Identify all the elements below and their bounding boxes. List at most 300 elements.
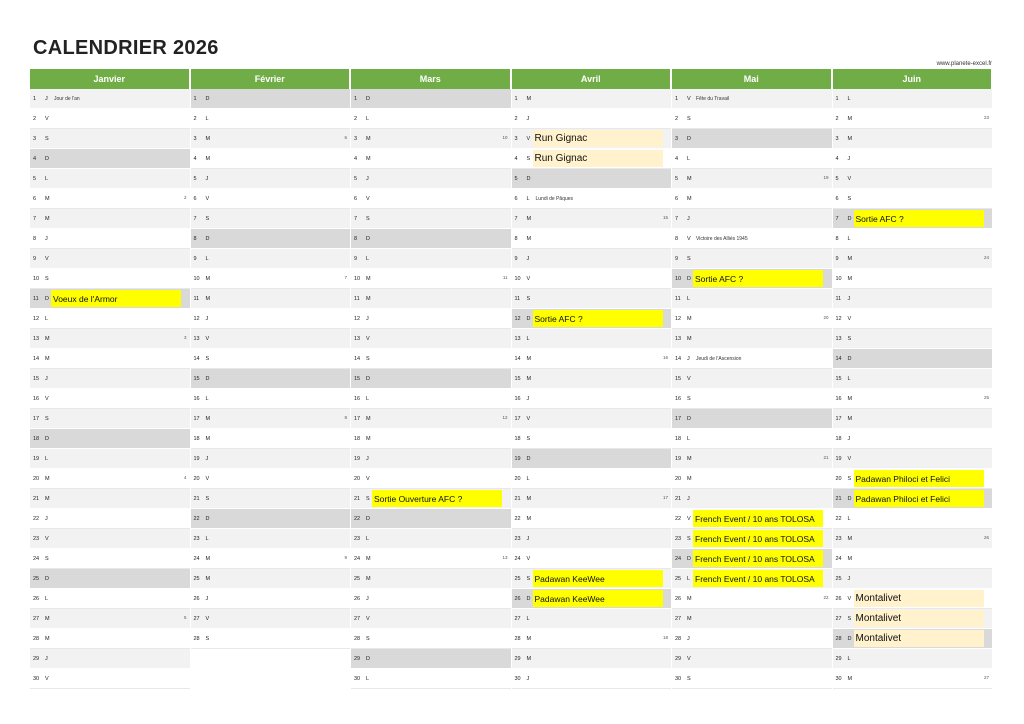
day-cell[interactable] bbox=[30, 549, 190, 569]
day-cell[interactable] bbox=[30, 489, 190, 509]
day-cell[interactable] bbox=[833, 489, 993, 509]
day-cell[interactable] bbox=[191, 309, 351, 329]
day-number: 4 bbox=[514, 155, 518, 162]
event-label[interactable]: Sortie AFC ? bbox=[533, 310, 663, 327]
day-letter: V bbox=[687, 95, 691, 102]
day-cell[interactable] bbox=[512, 409, 672, 429]
holiday-label: Jeudi de l'Ascension bbox=[696, 355, 742, 362]
day-letter: M bbox=[687, 475, 692, 482]
day-number: 13 bbox=[514, 335, 521, 342]
day-number: 10 bbox=[193, 275, 200, 282]
day-cell[interactable] bbox=[512, 589, 672, 609]
day-number: 1 bbox=[514, 95, 518, 102]
day-letter: L bbox=[687, 575, 691, 582]
day-cell[interactable] bbox=[351, 569, 511, 589]
day-letter: V bbox=[205, 195, 210, 202]
day-letter: M bbox=[526, 635, 532, 642]
event-label[interactable]: Run Gignac bbox=[533, 130, 663, 147]
day-cell[interactable] bbox=[833, 169, 993, 189]
day-cell[interactable] bbox=[512, 449, 672, 469]
day-cell[interactable] bbox=[191, 189, 351, 209]
day-cell[interactable] bbox=[351, 429, 511, 449]
day-cell[interactable] bbox=[672, 369, 832, 389]
day-cell[interactable] bbox=[351, 149, 511, 169]
day-cell[interactable] bbox=[833, 129, 993, 149]
event-label[interactable]: Padawan Philoci et Felici bbox=[854, 470, 984, 487]
month-header: Février bbox=[191, 69, 351, 89]
day-cell[interactable] bbox=[672, 109, 832, 129]
event-label[interactable]: Sortie AFC ? bbox=[693, 270, 823, 287]
day-cell[interactable] bbox=[833, 669, 993, 689]
day-cell[interactable] bbox=[833, 149, 993, 169]
day-number: 4 bbox=[354, 155, 358, 162]
day-cell[interactable] bbox=[672, 149, 832, 169]
holiday-label: Lundi de Pâques bbox=[535, 195, 574, 202]
week-number: 27 bbox=[983, 675, 989, 680]
day-cell[interactable] bbox=[351, 649, 511, 669]
day-cell[interactable] bbox=[191, 449, 351, 469]
month-column-avril bbox=[512, 69, 673, 689]
day-cell[interactable] bbox=[672, 509, 832, 529]
day-number: 1 bbox=[835, 95, 839, 102]
day-cell[interactable] bbox=[833, 209, 993, 229]
day-number: 14 bbox=[835, 355, 842, 362]
day-cell[interactable] bbox=[30, 189, 190, 209]
day-cell[interactable] bbox=[833, 549, 993, 569]
day-letter: D bbox=[687, 415, 691, 422]
day-letter: M bbox=[847, 535, 853, 542]
day-cell[interactable] bbox=[833, 569, 993, 589]
day-cell[interactable] bbox=[30, 369, 190, 389]
day-cell[interactable] bbox=[191, 629, 351, 649]
month-column-février bbox=[191, 69, 352, 689]
event-label[interactable]: Sortie Ouverture AFC ? bbox=[372, 490, 502, 507]
day-cell[interactable] bbox=[512, 609, 672, 629]
event-label[interactable]: Montalivet bbox=[854, 630, 984, 647]
day-number: 21 bbox=[33, 495, 40, 502]
day-cell[interactable] bbox=[191, 509, 351, 529]
day-cell[interactable] bbox=[672, 129, 832, 149]
day-letter: M bbox=[45, 475, 50, 482]
day-number: 11 bbox=[354, 295, 360, 302]
day-cell[interactable] bbox=[512, 289, 672, 309]
day-cell[interactable] bbox=[512, 349, 672, 369]
day-cell[interactable] bbox=[351, 169, 511, 189]
day-letter: M bbox=[526, 495, 532, 502]
day-cell[interactable] bbox=[512, 249, 672, 269]
day-number: 27 bbox=[835, 615, 842, 622]
day-cell[interactable] bbox=[191, 149, 351, 169]
event-label[interactable]: Voeux de l'Armor bbox=[51, 290, 181, 307]
day-number: 29 bbox=[33, 655, 40, 662]
event-label[interactable]: French Event / 10 ans TOLOSA bbox=[693, 510, 823, 527]
day-cell[interactable] bbox=[351, 609, 511, 629]
day-number: 22 bbox=[675, 515, 682, 522]
website-link[interactable]: www.planete-excel.fr bbox=[936, 61, 992, 67]
day-cell[interactable] bbox=[30, 449, 190, 469]
day-letter: S bbox=[687, 395, 691, 402]
day-cell[interactable] bbox=[833, 469, 993, 489]
event-label[interactable]: French Event / 10 ans TOLOSA bbox=[693, 570, 823, 587]
day-cell[interactable] bbox=[512, 229, 672, 249]
day-cell[interactable] bbox=[833, 349, 993, 369]
day-cell[interactable] bbox=[30, 309, 190, 329]
day-cell[interactable] bbox=[191, 89, 351, 109]
day-number: 23 bbox=[835, 535, 842, 542]
day-cell[interactable] bbox=[191, 349, 351, 369]
day-cell[interactable] bbox=[351, 509, 511, 529]
day-cell[interactable] bbox=[191, 389, 351, 409]
day-number: 8 bbox=[835, 235, 839, 242]
day-cell[interactable] bbox=[512, 549, 672, 569]
day-cell[interactable] bbox=[672, 589, 832, 609]
day-number: 30 bbox=[33, 675, 40, 682]
day-number: 20 bbox=[675, 475, 682, 482]
day-cell[interactable] bbox=[351, 669, 511, 689]
day-number: 19 bbox=[675, 455, 682, 462]
day-cell[interactable] bbox=[30, 289, 190, 309]
day-cell[interactable] bbox=[672, 289, 832, 309]
day-cell[interactable] bbox=[191, 589, 351, 609]
day-cell[interactable] bbox=[191, 489, 351, 509]
day-cell[interactable] bbox=[351, 369, 511, 389]
day-cell[interactable] bbox=[30, 649, 190, 669]
day-cell[interactable] bbox=[512, 209, 672, 229]
day-letter: L bbox=[847, 375, 851, 382]
day-cell[interactable] bbox=[191, 569, 351, 589]
day-cell[interactable] bbox=[833, 109, 993, 129]
event-label[interactable]: French Event / 10 ans TOLOSA bbox=[693, 530, 823, 547]
day-cell[interactable] bbox=[672, 329, 832, 349]
day-cell[interactable] bbox=[30, 329, 190, 349]
day-cell[interactable] bbox=[30, 629, 190, 649]
day-number: 12 bbox=[354, 315, 361, 322]
day-letter: M bbox=[205, 275, 211, 282]
day-cell[interactable] bbox=[30, 589, 190, 609]
day-number: 4 bbox=[675, 155, 679, 162]
day-cell[interactable] bbox=[512, 489, 672, 509]
day-cell[interactable] bbox=[512, 369, 672, 389]
day-cell[interactable] bbox=[672, 649, 832, 669]
day-letter: V bbox=[205, 615, 210, 622]
day-letter: S bbox=[45, 415, 49, 422]
day-number: 19 bbox=[354, 455, 361, 462]
day-cell[interactable] bbox=[512, 389, 672, 409]
day-cell[interactable] bbox=[672, 429, 832, 449]
day-cell[interactable] bbox=[30, 429, 190, 449]
day-number: 5 bbox=[514, 175, 518, 182]
day-cell[interactable] bbox=[512, 109, 672, 129]
day-cell[interactable] bbox=[30, 349, 190, 369]
day-letter: V bbox=[366, 335, 370, 342]
day-cell[interactable] bbox=[351, 189, 511, 209]
month-column-mars bbox=[351, 69, 512, 689]
day-cell[interactable] bbox=[512, 329, 672, 349]
day-letter: M bbox=[45, 215, 50, 222]
day-cell[interactable] bbox=[672, 569, 832, 589]
day-letter: M bbox=[526, 235, 532, 242]
month-header: Janvier bbox=[30, 69, 190, 89]
day-cell[interactable] bbox=[512, 469, 672, 489]
day-cell[interactable] bbox=[30, 269, 190, 289]
day-cell[interactable] bbox=[833, 229, 993, 249]
day-cell[interactable] bbox=[672, 609, 832, 629]
day-number: 11 bbox=[835, 295, 842, 302]
day-cell[interactable] bbox=[30, 149, 190, 169]
day-cell[interactable] bbox=[30, 509, 190, 529]
day-cell[interactable] bbox=[30, 389, 190, 409]
day-letter: J bbox=[45, 235, 48, 242]
day-cell[interactable] bbox=[512, 529, 672, 549]
day-letter: D bbox=[45, 295, 49, 302]
day-letter: M bbox=[847, 395, 853, 402]
day-cell[interactable] bbox=[351, 209, 511, 229]
day-cell[interactable] bbox=[512, 269, 672, 289]
day-cell[interactable] bbox=[672, 229, 832, 249]
day-cell[interactable] bbox=[30, 469, 190, 489]
day-letter: L bbox=[847, 515, 851, 522]
day-number: 9 bbox=[835, 255, 839, 262]
day-cell[interactable] bbox=[512, 309, 672, 329]
day-number: 10 bbox=[514, 275, 521, 282]
day-cell[interactable] bbox=[191, 429, 351, 449]
event-label[interactable]: Sortie AFC ? bbox=[854, 210, 984, 227]
day-number: 5 bbox=[354, 175, 358, 182]
day-cell[interactable] bbox=[672, 549, 832, 569]
day-letter: S bbox=[526, 295, 531, 302]
day-letter: V bbox=[687, 235, 691, 242]
day-cell[interactable] bbox=[833, 309, 993, 329]
day-letter: M bbox=[687, 335, 692, 342]
day-cell[interactable] bbox=[512, 649, 672, 669]
day-cell[interactable] bbox=[833, 329, 993, 349]
day-cell[interactable] bbox=[191, 409, 351, 429]
day-cell[interactable] bbox=[672, 349, 832, 369]
day-cell[interactable] bbox=[833, 589, 993, 609]
day-number: 26 bbox=[193, 595, 200, 602]
day-number: 21 bbox=[354, 495, 361, 502]
day-number: 30 bbox=[675, 675, 682, 682]
day-number: 18 bbox=[33, 435, 40, 442]
day-letter: V bbox=[205, 335, 210, 342]
day-cell[interactable] bbox=[672, 669, 832, 689]
day-cell[interactable] bbox=[191, 169, 351, 189]
day-number: 22 bbox=[354, 515, 361, 522]
day-cell[interactable] bbox=[672, 489, 832, 509]
day-cell[interactable] bbox=[30, 129, 190, 149]
day-cell[interactable] bbox=[30, 609, 190, 629]
day-cell[interactable] bbox=[351, 289, 511, 309]
day-cell[interactable] bbox=[351, 249, 511, 269]
day-letter: M bbox=[847, 115, 853, 122]
day-cell[interactable] bbox=[672, 209, 832, 229]
day-cell[interactable] bbox=[833, 369, 993, 389]
day-cell[interactable] bbox=[512, 149, 672, 169]
day-number: 23 bbox=[193, 535, 200, 542]
day-cell[interactable] bbox=[191, 269, 351, 289]
day-cell[interactable] bbox=[30, 89, 190, 109]
day-number: 12 bbox=[675, 315, 682, 322]
day-cell[interactable] bbox=[30, 569, 190, 589]
day-cell[interactable] bbox=[30, 169, 190, 189]
day-cell[interactable] bbox=[191, 609, 351, 629]
day-cell[interactable] bbox=[351, 229, 511, 249]
day-cell[interactable] bbox=[512, 509, 672, 529]
day-letter: M bbox=[205, 415, 211, 422]
day-cell[interactable] bbox=[833, 89, 993, 109]
day-number: 25 bbox=[354, 575, 361, 582]
day-number: 3 bbox=[835, 135, 839, 142]
day-cell[interactable] bbox=[351, 129, 511, 149]
day-cell[interactable] bbox=[833, 509, 993, 529]
day-letter: L bbox=[687, 435, 691, 442]
day-letter: S bbox=[45, 275, 49, 282]
day-letter: M bbox=[687, 595, 692, 602]
day-number: 26 bbox=[33, 595, 40, 602]
event-label[interactable]: Padawan KeeWee bbox=[533, 590, 663, 607]
day-number: 16 bbox=[514, 395, 521, 402]
week-number: 22 bbox=[823, 595, 829, 600]
day-cell[interactable] bbox=[191, 109, 351, 129]
day-number: 1 bbox=[33, 95, 37, 102]
day-cell[interactable] bbox=[351, 529, 511, 549]
day-number: 17 bbox=[675, 415, 682, 422]
day-number: 7 bbox=[835, 215, 839, 222]
day-cell[interactable] bbox=[672, 629, 832, 649]
day-cell[interactable] bbox=[30, 209, 190, 229]
day-number: 11 bbox=[675, 295, 681, 302]
day-cell[interactable] bbox=[833, 449, 993, 469]
day-number: 6 bbox=[835, 195, 839, 202]
day-number: 8 bbox=[354, 235, 358, 242]
day-cell[interactable] bbox=[833, 289, 993, 309]
day-cell[interactable] bbox=[30, 409, 190, 429]
day-letter: V bbox=[526, 135, 531, 142]
day-letter: V bbox=[45, 255, 49, 262]
day-cell[interactable] bbox=[833, 269, 993, 289]
day-cell[interactable] bbox=[833, 409, 993, 429]
day-cell[interactable] bbox=[672, 469, 832, 489]
day-cell[interactable] bbox=[191, 209, 351, 229]
event-label[interactable]: Padawan Philoci et Felici bbox=[854, 490, 984, 507]
day-cell[interactable] bbox=[191, 249, 351, 269]
day-cell[interactable] bbox=[512, 629, 672, 649]
day-cell[interactable] bbox=[512, 669, 672, 689]
day-cell[interactable] bbox=[351, 329, 511, 349]
day-cell[interactable] bbox=[833, 429, 993, 449]
day-number: 26 bbox=[835, 595, 842, 602]
day-cell[interactable] bbox=[512, 429, 672, 449]
day-cell[interactable] bbox=[351, 549, 511, 569]
day-cell[interactable] bbox=[833, 609, 993, 629]
day-cell[interactable] bbox=[672, 249, 832, 269]
day-number: 24 bbox=[675, 555, 682, 562]
day-cell[interactable] bbox=[191, 549, 351, 569]
day-cell[interactable] bbox=[191, 229, 351, 249]
event-label[interactable]: French Event / 10 ans TOLOSA bbox=[693, 550, 823, 567]
day-cell[interactable] bbox=[512, 169, 672, 189]
day-cell[interactable] bbox=[351, 469, 511, 489]
day-number: 27 bbox=[33, 615, 40, 622]
day-cell[interactable] bbox=[833, 629, 993, 649]
day-cell[interactable] bbox=[672, 89, 832, 109]
event-label[interactable]: Padawan KeeWee bbox=[533, 570, 663, 587]
event-label[interactable]: Run Gignac bbox=[533, 150, 663, 167]
day-cell[interactable] bbox=[833, 189, 993, 209]
day-number: 28 bbox=[193, 635, 200, 642]
day-cell[interactable] bbox=[512, 189, 672, 209]
day-number: 10 bbox=[354, 275, 361, 282]
day-cell[interactable] bbox=[672, 449, 832, 469]
day-letter: D bbox=[687, 135, 691, 142]
day-cell[interactable] bbox=[672, 409, 832, 429]
day-cell[interactable] bbox=[833, 249, 993, 269]
day-cell[interactable] bbox=[672, 189, 832, 209]
day-cell[interactable] bbox=[191, 529, 351, 549]
day-letter: V bbox=[687, 515, 691, 522]
week-number: 12 bbox=[502, 415, 508, 420]
day-cell[interactable] bbox=[191, 469, 351, 489]
day-cell[interactable] bbox=[30, 229, 190, 249]
day-number: 28 bbox=[675, 635, 682, 642]
event-label[interactable]: Montalivet bbox=[854, 590, 984, 607]
day-number: 14 bbox=[33, 355, 40, 362]
day-cell[interactable] bbox=[672, 389, 832, 409]
day-cell[interactable] bbox=[30, 529, 190, 549]
day-letter: S bbox=[847, 335, 852, 342]
day-cell[interactable] bbox=[351, 489, 511, 509]
day-cell[interactable] bbox=[351, 89, 511, 109]
day-letter: S bbox=[526, 155, 531, 162]
day-number: 10 bbox=[835, 275, 842, 282]
day-number: 14 bbox=[193, 355, 200, 362]
day-cell[interactable] bbox=[351, 109, 511, 129]
day-cell[interactable] bbox=[672, 269, 832, 289]
day-cell[interactable] bbox=[672, 309, 832, 329]
day-cell[interactable] bbox=[351, 349, 511, 369]
day-letter: D bbox=[687, 555, 691, 562]
day-cell[interactable] bbox=[30, 109, 190, 129]
day-cell[interactable] bbox=[672, 169, 832, 189]
day-cell[interactable] bbox=[833, 649, 993, 669]
day-letter: V bbox=[45, 395, 49, 402]
day-cell[interactable] bbox=[672, 529, 832, 549]
day-cell[interactable] bbox=[351, 409, 511, 429]
day-number: 15 bbox=[354, 375, 361, 382]
day-cell[interactable] bbox=[351, 449, 511, 469]
day-cell[interactable] bbox=[30, 249, 190, 269]
event-label[interactable]: Montalivet bbox=[854, 610, 984, 627]
day-cell[interactable] bbox=[833, 529, 993, 549]
day-cell[interactable] bbox=[191, 289, 351, 309]
day-cell[interactable] bbox=[191, 329, 351, 349]
day-cell[interactable] bbox=[30, 669, 190, 689]
day-cell[interactable] bbox=[351, 629, 511, 649]
day-cell[interactable] bbox=[512, 569, 672, 589]
day-cell[interactable] bbox=[351, 309, 511, 329]
day-cell[interactable] bbox=[351, 269, 511, 289]
day-cell[interactable] bbox=[191, 369, 351, 389]
day-cell[interactable] bbox=[512, 89, 672, 109]
day-cell[interactable] bbox=[191, 129, 351, 149]
day-cell[interactable] bbox=[351, 589, 511, 609]
day-cell[interactable] bbox=[833, 389, 993, 409]
day-cell[interactable] bbox=[512, 129, 672, 149]
week-number: 24 bbox=[983, 255, 989, 260]
day-number: 8 bbox=[33, 235, 37, 242]
day-number: 7 bbox=[354, 215, 358, 222]
day-cell[interactable] bbox=[351, 389, 511, 409]
